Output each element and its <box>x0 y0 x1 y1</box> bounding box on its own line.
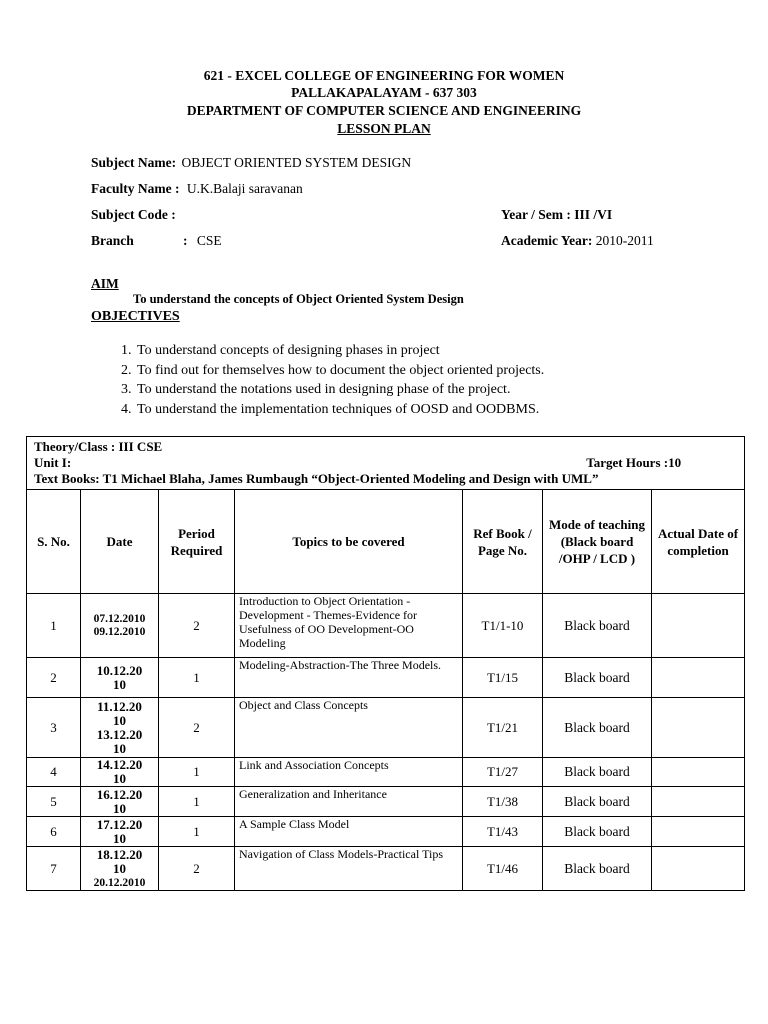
row-mode: Black board <box>543 658 652 698</box>
table-header-row <box>27 490 745 594</box>
subject-name-value: OBJECT ORIENTED SYSTEM DESIGN <box>181 155 412 170</box>
row-period: 2 <box>159 594 235 658</box>
row-period: 2 <box>159 698 235 758</box>
col-actual-header: Actual Date of completion <box>652 490 745 594</box>
row-period: 1 <box>159 658 235 698</box>
row-period: 1 <box>159 758 235 787</box>
row-date <box>81 787 159 817</box>
col-sno-header: S. No. <box>27 490 81 594</box>
faculty-name-label: Faculty Name : <box>91 181 180 196</box>
date-value: 17.12.20 10 <box>96 816 143 846</box>
year-sem-label: Year / Sem : <box>501 207 571 222</box>
col-mode-header: Mode of teaching (Black board /OHP / LCD ) <box>543 490 652 594</box>
row-sno: 5 <box>27 787 81 817</box>
row-topic: Generalization and Inheritance <box>235 787 463 817</box>
row-date <box>81 758 159 787</box>
college-address: PALLAKAPALAYAM - 637 303 <box>291 85 477 100</box>
target-hours: Target Hours :10 <box>586 455 682 470</box>
table-row <box>27 817 745 847</box>
row-sno: 4 <box>27 758 81 787</box>
date-value: 20.12.2010 <box>93 876 146 889</box>
date-value: 09.12.2010 <box>93 625 146 638</box>
branch-value: CSE <box>196 233 222 248</box>
lesson-plan-table <box>26 436 745 891</box>
col-period-header: Period Required <box>159 490 235 594</box>
subject-code-label: Subject Code : <box>91 207 176 222</box>
branch-colon: : <box>183 233 188 248</box>
row-actual <box>652 758 745 787</box>
row-actual <box>652 594 745 658</box>
year-sem-value: III /VI <box>574 207 613 222</box>
unit-label: Unit I: <box>34 455 72 470</box>
table-row <box>27 787 745 817</box>
row-date <box>81 847 159 891</box>
col-ref-header: Ref Book / Page No. <box>463 490 543 594</box>
date-value: 16.12.20 10 <box>96 786 143 816</box>
row-sno: 7 <box>27 847 81 891</box>
date-value: 13.12.20 10 <box>96 726 143 756</box>
table-row <box>27 658 745 698</box>
academic-year-row <box>501 233 654 249</box>
row-date <box>81 658 159 698</box>
objective-item: 3. To understand the notations used in designing phase of the project. <box>135 380 544 400</box>
text-books: Text Books: T1 Michael Blaha, James Rumbaugh “Object-Oriented Modeling and Design with UML” <box>34 471 599 486</box>
academic-year-value: 2010-2011 <box>595 233 654 248</box>
branch-label: Branch <box>91 233 134 248</box>
row-period: 2 <box>159 847 235 891</box>
department-name: DEPARTMENT OF COMPUTER SCIENCE AND ENGINEERING <box>186 103 582 118</box>
row-date <box>81 817 159 847</box>
row-topic: Object and Class Concepts <box>235 698 463 758</box>
academic-year-label: Academic Year: <box>501 233 593 248</box>
row-topic: Introduction to Object Orientation -Development - Themes-Evidence for Usefulness of OO Development-OO Modeling <box>235 594 463 658</box>
row-mode: Black board <box>543 817 652 847</box>
date-value: 10.12.20 10 <box>96 662 143 692</box>
row-ref: T1/21 <box>463 698 543 758</box>
table-row <box>27 847 745 891</box>
table-row <box>27 698 745 758</box>
subject-name-row <box>91 155 411 171</box>
col-topics-header: Topics to be covered <box>235 490 463 594</box>
college-name: 621 - EXCEL COLLEGE OF ENGINEERING FOR WOMEN <box>203 68 565 83</box>
faculty-name-row <box>91 181 303 197</box>
row-topic: Modeling-Abstraction-The Three Models. <box>235 658 463 698</box>
row-mode: Black board <box>543 594 652 658</box>
date-value: 14.12.20 10 <box>96 757 143 786</box>
row-period: 1 <box>159 787 235 817</box>
row-sno: 3 <box>27 698 81 758</box>
row-mode: Black board <box>543 758 652 787</box>
date-value: 18.12.20 10 <box>96 846 143 876</box>
row-topic: Navigation of Class Models-Practical Tips <box>235 847 463 891</box>
row-ref: T1/15 <box>463 658 543 698</box>
branch-row <box>183 233 222 249</box>
aim-text: To understand the concepts of Object Oriented System Design <box>133 292 464 306</box>
row-actual <box>652 847 745 891</box>
objectives-heading: OBJECTIVES <box>91 309 180 324</box>
row-sno: 6 <box>27 817 81 847</box>
row-date <box>81 594 159 658</box>
row-sno: 2 <box>27 658 81 698</box>
year-sem-row <box>501 207 612 223</box>
row-ref: T1/46 <box>463 847 543 891</box>
theory-class: Theory/Class : III CSE <box>34 439 163 454</box>
objectives-list <box>110 341 544 419</box>
row-mode: Black board <box>543 787 652 817</box>
row-actual <box>652 787 745 817</box>
row-actual <box>652 698 745 758</box>
row-date <box>81 698 159 758</box>
row-mode: Black board <box>543 847 652 891</box>
row-topic: Link and Association Concepts <box>235 758 463 787</box>
table-info-cell <box>27 437 745 490</box>
col-date-header: Date <box>81 490 159 594</box>
objective-item: 2. To find out for themselves how to document the object oriented projects. <box>135 361 544 381</box>
row-mode: Black board <box>543 698 652 758</box>
row-ref: T1/1-10 <box>463 594 543 658</box>
objective-item: 1. To understand concepts of designing phases in project <box>135 341 544 361</box>
row-ref: T1/43 <box>463 817 543 847</box>
faculty-name-value: U.K.Balaji saravanan <box>186 181 303 196</box>
row-actual <box>652 817 745 847</box>
table-row <box>27 594 745 658</box>
date-value: 11.12.20 10 <box>97 698 142 728</box>
aim-heading: AIM <box>91 276 119 291</box>
row-actual <box>652 658 745 698</box>
date-value: 07.12.2010 <box>93 612 146 625</box>
row-ref: T1/27 <box>463 758 543 787</box>
row-period: 1 <box>159 817 235 847</box>
objective-item: 4. To understand the implementation techniques of OOSD and OODBMS. <box>135 400 544 420</box>
document-title: LESSON PLAN <box>337 121 431 136</box>
row-topic: A Sample Class Model <box>235 817 463 847</box>
row-ref: T1/38 <box>463 787 543 817</box>
subject-name-label: Subject Name: <box>91 155 177 170</box>
row-sno: 1 <box>27 594 81 658</box>
table-row <box>27 758 745 787</box>
